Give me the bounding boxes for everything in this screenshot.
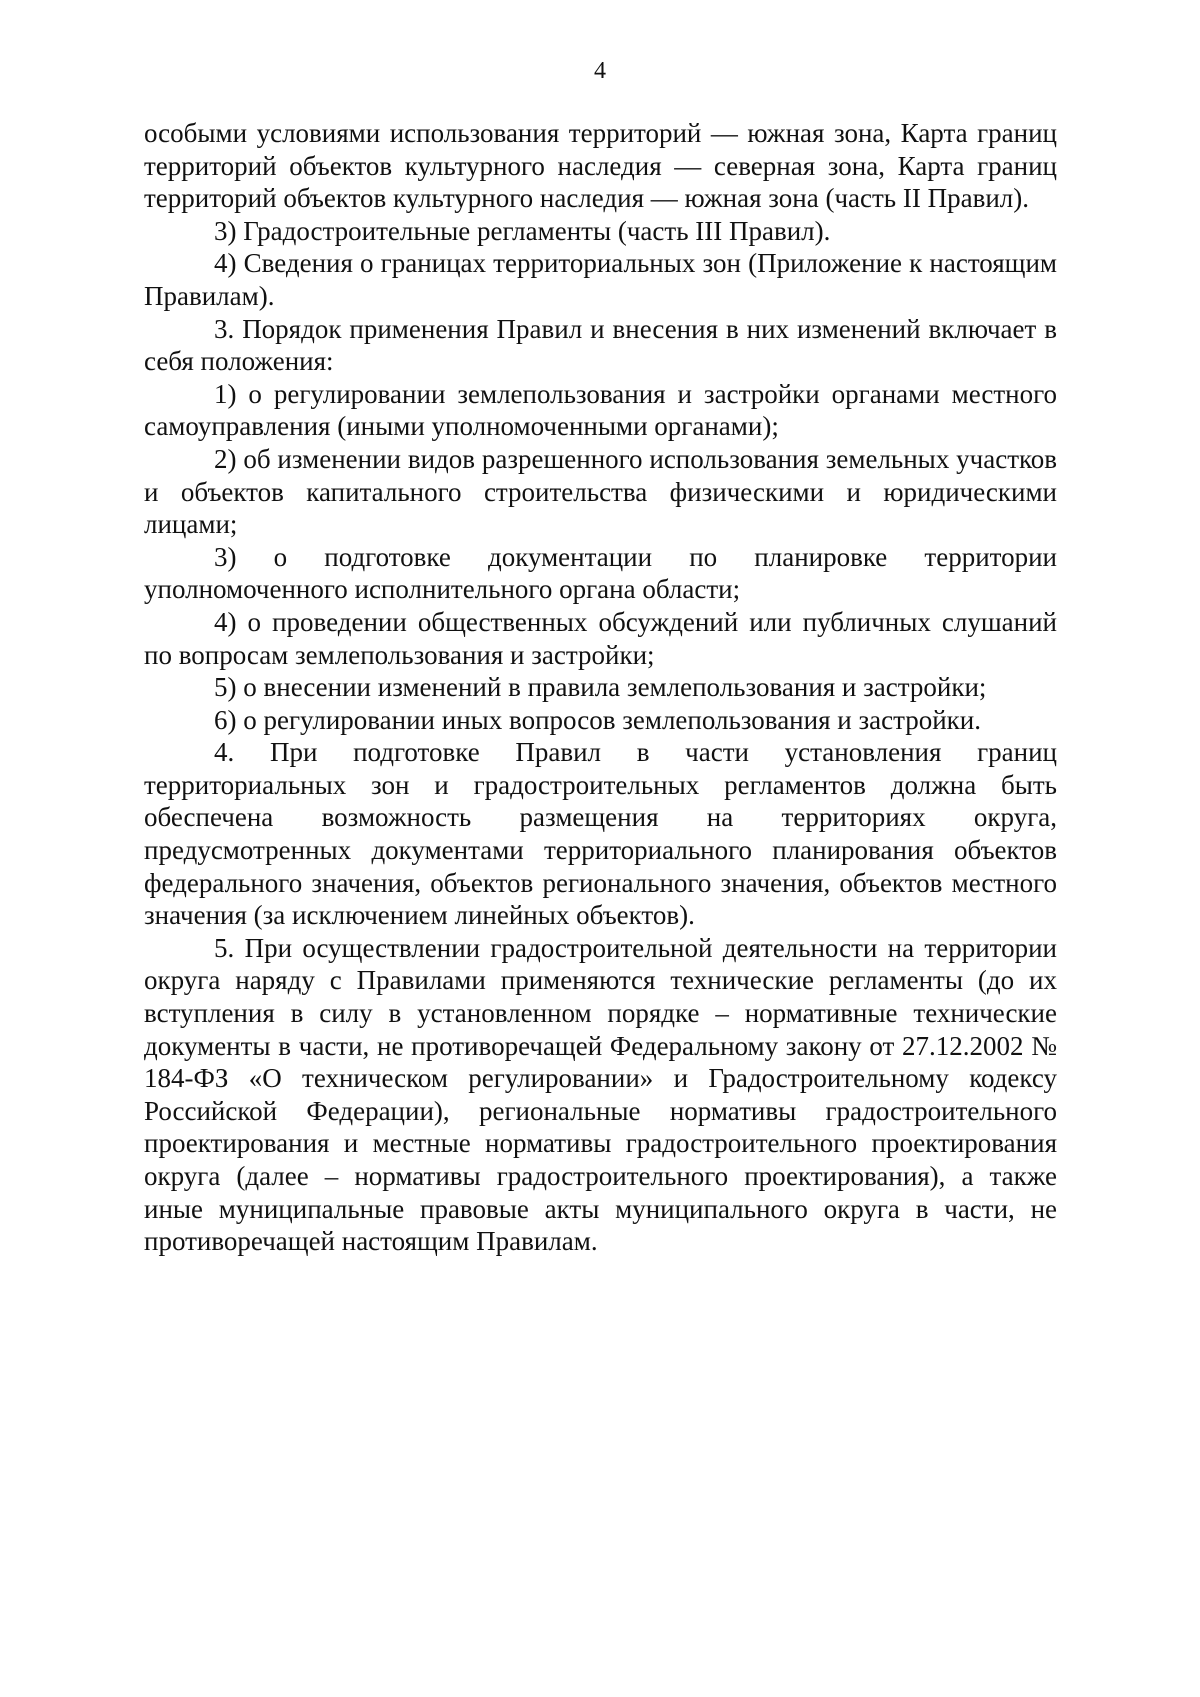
paragraph-section-3-item-1: 1) о регулировании землепользования и застройки органами местного самоуправления (иными уполномоченными органами); (144, 378, 1057, 442)
paragraph-section-3: 3. Порядок применения Правил и внесения в них изменений включает в себя положения: (144, 313, 1057, 377)
paragraph-item-3-regulations: 3) Градостроительные регламенты (часть III Правил). (214, 215, 831, 246)
paragraph-continuation: особыми условиями использования территорий — южная зона, Карта границ территорий объектов культурного наследия — северная зона, Карта границ территорий объектов культурного наследия — южная зона (часть II Правил). (144, 118, 1057, 214)
document-body (144, 117, 1057, 1258)
paragraph-section-3-item-3: 3) о подготовке документации по планировке территории уполномоченного исполнительного органа области; (144, 541, 1057, 605)
paragraph-section-3-item-6: 6) о регулировании иных вопросов землепользования и застройки. (214, 704, 981, 735)
paragraph-section-5: 5. При осуществлении градостроительной деятельности на территории округа наряду с Правилами применяются технические регламенты (до их вступления в силу в установленном порядке – нормативные технические документы в части, не противоречащей Федеральному закону от 27.12.2002 № 184-ФЗ «О техническом регулировании» и Градостроительному кодексу Российской Федерации), региональные нормативы градостроительного проектирования и местные нормативы градостроительного проектирования округа (далее – нормативы градостроительного проектирования), а также иные муниципальные правовые акты муниципального округа в части, не противоречащей настоящим Правилам. (144, 932, 1057, 1257)
paragraph-section-3-item-4: 4) о проведении общественных обсуждений или публичных слушаний по вопросам землепользования и застройки; (144, 606, 1057, 670)
paragraph-section-3-item-5: 5) о внесении изменений в правила землепользования и застройки; (214, 672, 987, 703)
page-number: 4 (594, 58, 606, 84)
paragraph-item-4-zone-boundaries: 4) Сведения о границах территориальных зон (Приложение к настоящим Правилам). (144, 248, 1057, 311)
paragraph-section-4: 4. При подготовке Правил в части установления границ территориальных зон и градостроительных регламентов должна быть обеспечена возможность размещения на территориях округа, предусмотренных документами территориального планирования объектов федерального значения, объектов регионального значения, объектов местного значения (за исключением линейных объектов). (144, 737, 1057, 931)
paragraph-section-3-item-2: 2) об изменении видов разрешенного использования земельных участков и объектов капитального строительства физическими и юридическими лицами; (144, 443, 1057, 540)
